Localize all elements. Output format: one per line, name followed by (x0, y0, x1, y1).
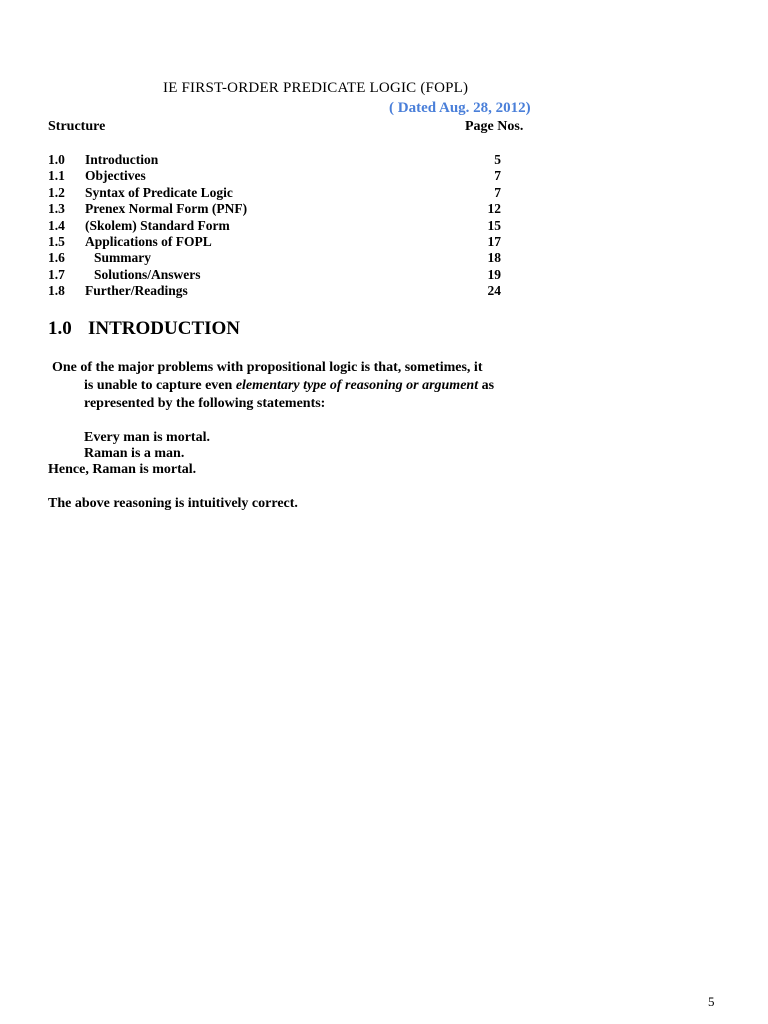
toc-row (0, 152, 768, 168)
toc-row (0, 267, 768, 283)
page-number: 5 (708, 994, 715, 1009)
toc-title: Applications of FOPL (85, 233, 212, 249)
section-number: 1.0 (48, 318, 72, 339)
toc-title: Objectives (85, 168, 146, 184)
toc-number: 1.5 (48, 233, 65, 249)
example-statement: Raman is a man. (84, 446, 185, 461)
toc-row (0, 250, 768, 266)
document-title: IE FIRST-ORDER PREDICATE LOGIC (FOPL) (163, 80, 469, 96)
document-date: ( Dated Aug. 28, 2012) (389, 100, 531, 116)
toc-page: 5 (494, 152, 501, 167)
toc-page: 7 (494, 168, 501, 184)
toc-title: Further/Readings (85, 283, 188, 299)
toc-number: 1.4 (48, 217, 65, 233)
toc-page-label: Page Nos. (465, 119, 524, 134)
toc-number: 1.0 (48, 152, 65, 167)
paragraph: The above reasoning is intuitively correct. (48, 496, 298, 511)
toc-row (0, 201, 768, 217)
toc-title: Solutions/Answers (94, 266, 201, 282)
toc-structure-label: Structure (48, 119, 106, 134)
example-conclusion: Hence, Raman is mortal. (48, 462, 197, 477)
toc-title: Summary (94, 250, 151, 266)
toc-page: 17 (487, 233, 501, 249)
toc-number: 1.7 (48, 266, 65, 282)
toc-title: Introduction (85, 152, 159, 167)
emphasis-text: elementary type of reasoning or argument (235, 378, 479, 393)
toc-number: 1.1 (48, 168, 65, 184)
toc-row (0, 168, 768, 184)
toc-number: 1.3 (48, 201, 65, 217)
toc-page: 15 (487, 217, 501, 233)
paragraph-line (84, 378, 494, 394)
toc-title: Prenex Normal Form (PNF) (85, 201, 248, 217)
toc-number: 1.8 (48, 283, 65, 299)
toc-page: 12 (487, 201, 501, 217)
toc-page: 7 (494, 184, 501, 200)
example-statement: Every man is mortal. (84, 430, 210, 445)
toc-row (0, 283, 768, 299)
section-title: INTRODUCTION (88, 318, 241, 339)
toc-page: 24 (487, 283, 501, 299)
toc-title: (Skolem) Standard Form (85, 217, 230, 233)
toc-row (0, 185, 768, 201)
toc-page: 19 (487, 266, 501, 282)
section-heading (48, 318, 240, 340)
paragraph-text: is unable to capture even (84, 378, 236, 393)
toc-row (0, 234, 768, 250)
toc-page: 18 (487, 250, 501, 266)
paragraph-text: as (478, 378, 495, 393)
table-of-contents (0, 152, 768, 300)
paragraph-line: represented by the following statements: (84, 396, 326, 411)
toc-number: 1.2 (48, 184, 65, 200)
toc-title: Syntax of Predicate Logic (85, 184, 233, 200)
toc-number: 1.6 (48, 250, 65, 266)
toc-row (0, 218, 768, 234)
paragraph-line: One of the major problems with propositional logic is that, sometimes, it (52, 360, 483, 375)
